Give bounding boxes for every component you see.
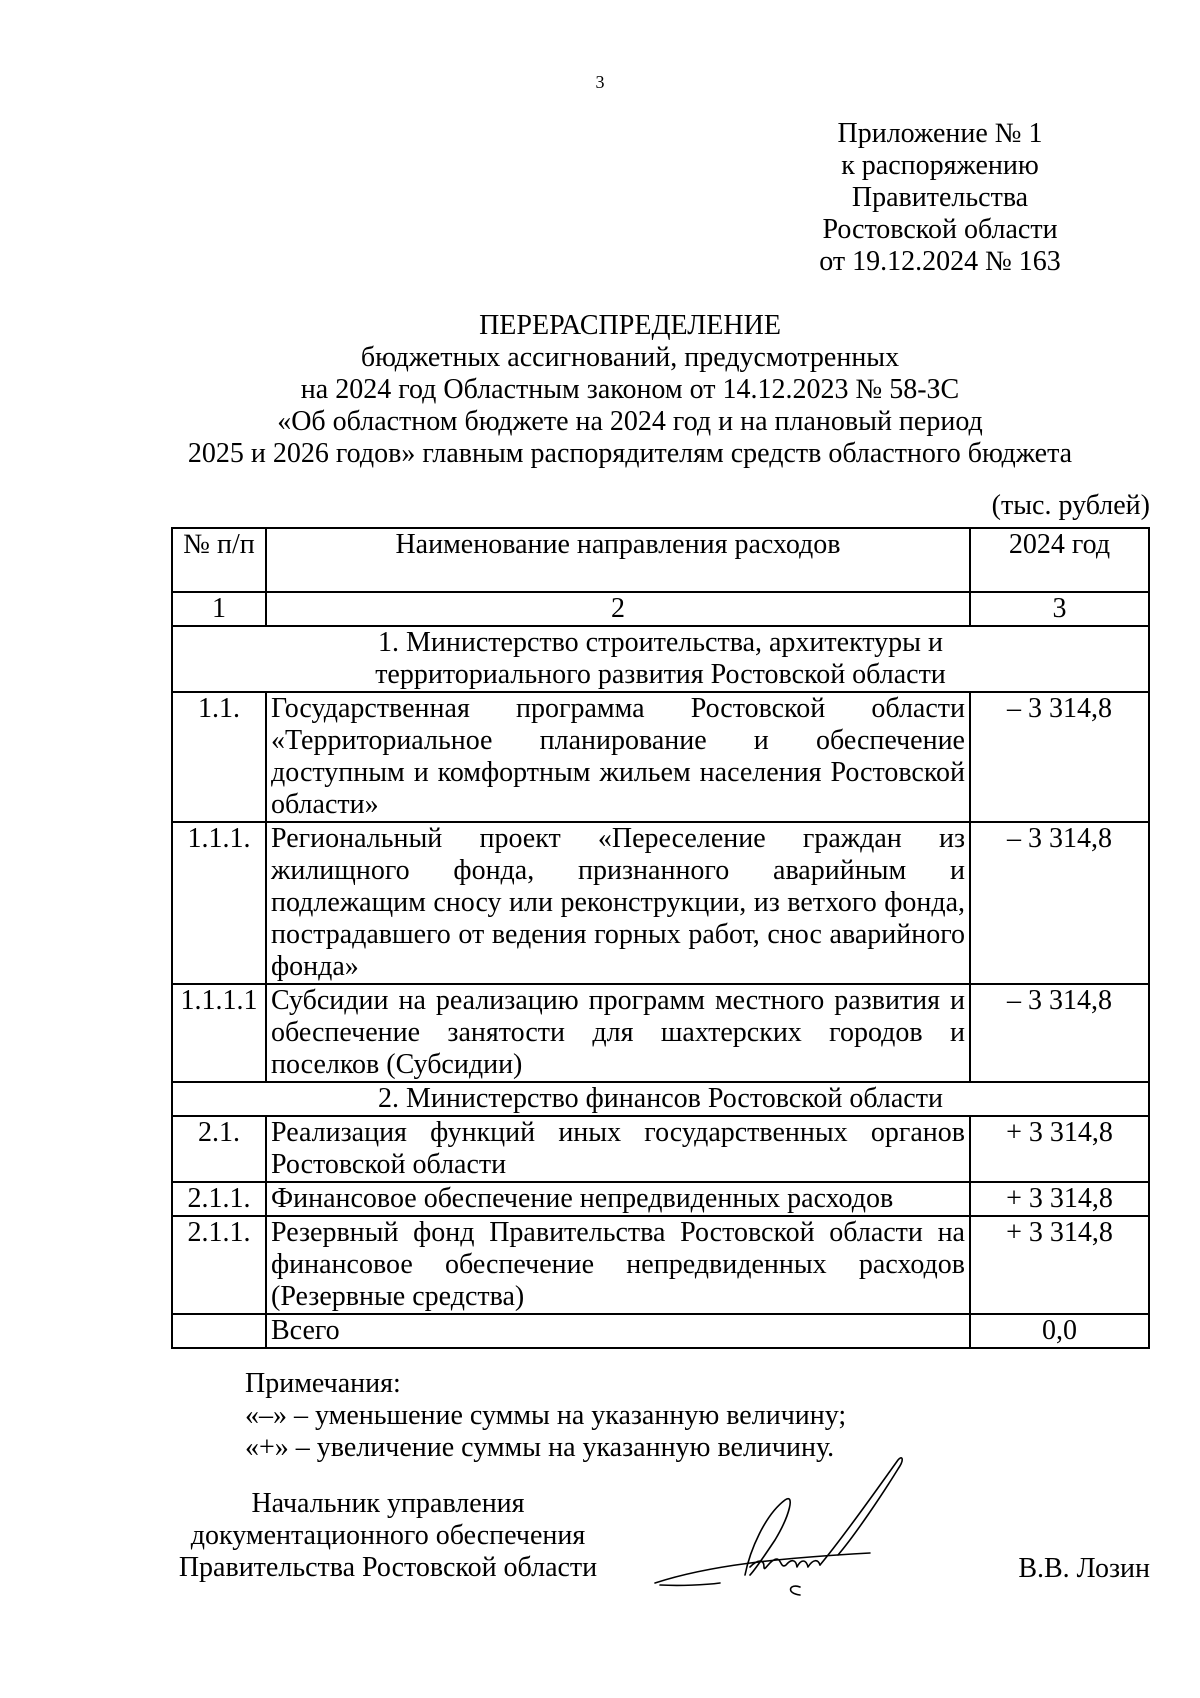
row-value: + 3 314,8 — [970, 1216, 1149, 1314]
section-row — [172, 626, 1149, 692]
header-name: Наименование направления расходов — [266, 528, 970, 592]
table-row — [172, 1116, 1149, 1182]
row-name: Реализация функций иных государственных органов Ростовской области — [266, 1116, 970, 1182]
row-name: Региональный проект «Переселение граждан из жилищного фонда, признанного аварийным и подлежащим сносу или реконструкции, из ветхого фонда, пострадавшего от ведения горных работ, снос аварийного фонда» — [266, 822, 970, 984]
row-value: – 3 314,8 — [970, 822, 1149, 984]
total-num — [172, 1314, 266, 1348]
appendix-line: Правительства — [851, 182, 1029, 213]
note-item: «+» – увеличение суммы на указанную величину. — [245, 1432, 835, 1463]
signer-name: В.В. Лозин — [1018, 1553, 1150, 1584]
budget-table — [171, 527, 1150, 1349]
index-cell: 3 — [970, 592, 1149, 626]
table-row — [172, 1182, 1149, 1216]
signature-block — [168, 1488, 608, 1584]
units-label: (тыс. рублей) — [991, 490, 1150, 521]
row-name: Государственная программа Ростовской области «Территориальное планирование и обеспечение доступным и комфортным жильем населения Ростовской области» — [266, 692, 970, 822]
handwritten-signature — [650, 1455, 910, 1605]
appendix-line: к распоряжению — [841, 150, 1039, 181]
note-item: «–» – уменьшение суммы на указанную величину; — [245, 1400, 847, 1431]
table-row — [172, 1216, 1149, 1314]
notes — [245, 1368, 846, 1464]
notes-title: Примечания: — [245, 1368, 401, 1399]
appendix-line: от 19.12.2024 № 163 — [819, 246, 1061, 277]
row-value: – 3 314,8 — [970, 692, 1149, 822]
total-value: 0,0 — [970, 1314, 1149, 1348]
signatory-position: Правительства Ростовской области — [178, 1552, 598, 1583]
section-title: 2. Министерство финансов Ростовской области — [172, 1082, 1149, 1116]
row-name: Субсидии на реализацию программ местного развития и обеспечение занятости для шахтерских городов и поселков (Субсидии) — [266, 984, 970, 1082]
section-row — [172, 1082, 1149, 1116]
title-line: 2025 и 2026 годов» главным распорядителям средств областного бюджета — [187, 438, 1073, 469]
row-name: Финансовое обеспечение непредвиденных расходов — [266, 1182, 970, 1216]
title-line: бюджетных ассигнований, предусмотренных — [360, 342, 900, 373]
row-name: Резервный фонд Правительства Ростовской области на финансовое обеспечение непредвиденных расходов (Резервные средства) — [266, 1216, 970, 1314]
total-row — [172, 1314, 1149, 1348]
index-cell: 1 — [172, 592, 266, 626]
signatory-position: Начальник управления — [251, 1488, 525, 1519]
title-line: «Об областном бюджете на 2024 год и на плановый период — [277, 406, 983, 437]
total-label: Всего — [266, 1314, 970, 1348]
page-number: 3 — [595, 72, 605, 92]
table-row — [172, 984, 1149, 1082]
appendix-line: Ростовской области — [822, 214, 1058, 245]
row-value: + 3 314,8 — [970, 1182, 1149, 1216]
title-line: на 2024 год Областным законом от 14.12.2023 № 58-ЗС — [300, 374, 960, 405]
table-header-row — [172, 528, 1149, 592]
table-row — [172, 822, 1149, 984]
title-heading: ПЕРЕРАСПРЕДЕЛЕНИЕ — [479, 310, 781, 341]
header-num: № п/п — [172, 528, 266, 592]
row-num: 2.1. — [172, 1116, 266, 1182]
row-num: 1.1.1. — [172, 822, 266, 984]
section-title: 1. Министерство строительства, архитектуры и территориального развития Ростовской области — [172, 626, 1149, 692]
appendix-line: Приложение № 1 — [837, 118, 1043, 149]
row-num: 2.1.1. — [172, 1182, 266, 1216]
row-value: + 3 314,8 — [970, 1116, 1149, 1182]
signatory-position: документационного обеспечения — [190, 1520, 586, 1551]
index-cell: 2 — [266, 592, 970, 626]
row-num: 2.1.1. — [172, 1216, 266, 1314]
row-num: 1.1. — [172, 692, 266, 822]
table-index-row — [172, 592, 1149, 626]
appendix-header — [790, 118, 1090, 278]
row-num: 1.1.1.1 — [172, 984, 266, 1082]
table-row — [172, 692, 1149, 822]
row-value: – 3 314,8 — [970, 984, 1149, 1082]
document-title — [150, 310, 1110, 470]
header-year: 2024 год — [970, 528, 1149, 592]
